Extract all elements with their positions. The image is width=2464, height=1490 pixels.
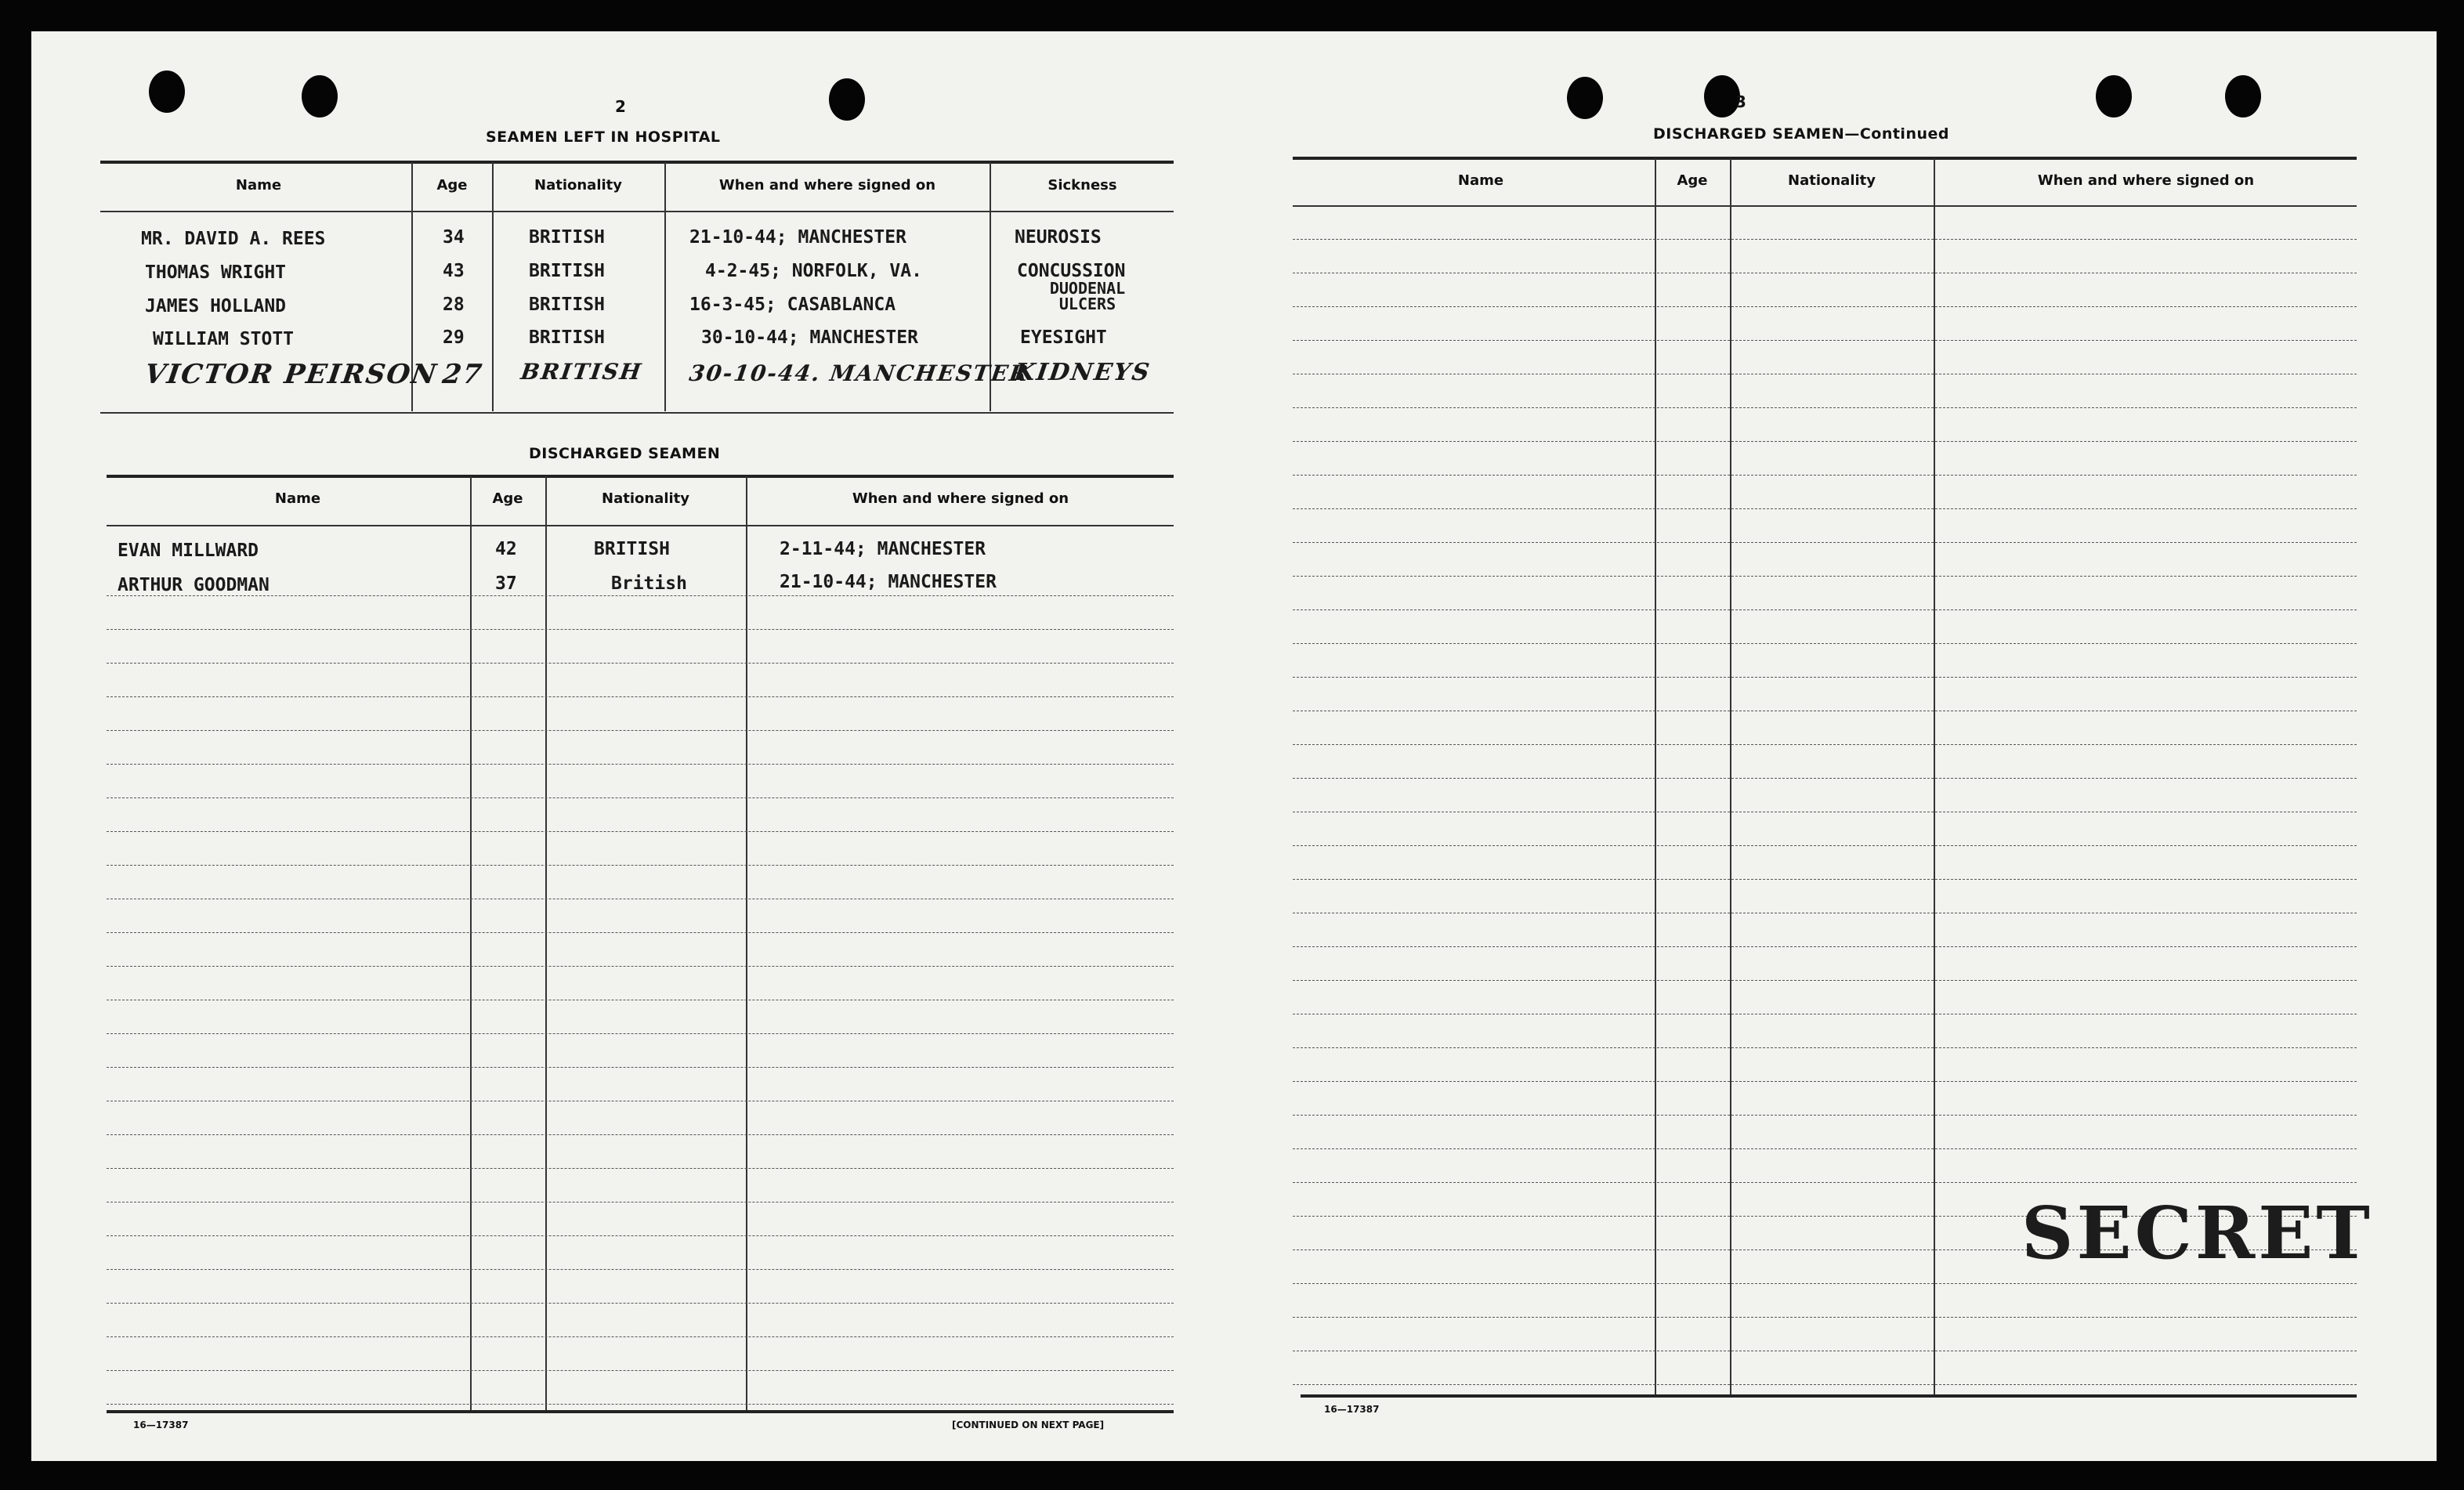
right-section-title: DISCHARGED SEAMEN—Continued (1653, 125, 1949, 143)
ruled-line (1293, 980, 2357, 981)
discharged-header-signed-on: When and where signed on (852, 490, 1069, 507)
discharged-row-2-age: 37 (495, 573, 517, 594)
ruled-line (107, 696, 1174, 697)
punch-hole (1567, 77, 1603, 119)
discharged-row-2-nationality: British (611, 573, 687, 594)
ruled-line (1293, 609, 2357, 610)
discharged-col-divider (746, 476, 747, 1410)
hospital-col-divider (664, 162, 666, 411)
hospital-row-5-sickness: KIDNEYS (1012, 359, 1152, 386)
ruled-line (1293, 306, 2357, 307)
right-header-nationality: Nationality (1788, 172, 1876, 189)
hospital-row-4-age: 29 (443, 327, 465, 348)
hospital-row-3-nationality: BRITISH (529, 295, 605, 315)
hospital-row-1-nationality: BRITISH (529, 227, 605, 248)
ruled-line (107, 629, 1174, 630)
right-header-signed-on: When and where signed on (2037, 172, 2255, 189)
right-col-divider (1934, 158, 1935, 1394)
document-sheet (31, 31, 2437, 1461)
punch-hole (2096, 75, 2132, 118)
ruled-line (107, 831, 1174, 832)
ruled-line (1293, 677, 2357, 678)
right-header-name: Name (1457, 172, 1504, 189)
ruled-line (1293, 879, 2357, 880)
discharged-row-2-name: ARTHUR GOODMAN (118, 575, 270, 595)
ruled-line (1293, 340, 2357, 341)
right-col-divider (1730, 158, 1731, 1394)
hospital-header-rule (100, 211, 1174, 212)
hospital-row-4-name: WILLIAM STOTT (153, 329, 295, 349)
ruled-line (1293, 1384, 2357, 1385)
ruled-line (1293, 1115, 2357, 1116)
hospital-row-2-name: THOMAS WRIGHT (145, 262, 287, 283)
secret-stamp: SECRET (2021, 1191, 2373, 1275)
hospital-row-3-name: JAMES HOLLAND (145, 296, 287, 316)
hospital-row-3-sickness: DUODENAL ULCERS (1049, 279, 1126, 313)
ruled-line (107, 663, 1174, 664)
discharged-header-rule (107, 525, 1174, 526)
left-footer-code: 16—17387 (133, 1419, 189, 1430)
hospital-row-2-signed-on: 4-2-45; NORFOLK, VA. (705, 261, 922, 281)
discharged-col-divider (545, 476, 547, 1410)
discharged-row-1-age: 42 (495, 539, 517, 559)
hospital-row-1-sickness: NEUROSIS (1015, 227, 1102, 248)
ruled-line (107, 1168, 1174, 1169)
hospital-row-1-age: 34 (443, 227, 465, 248)
ruled-line (107, 595, 1174, 596)
ruled-line (1293, 946, 2357, 947)
punch-hole (829, 78, 865, 121)
discharged-row-2-signed-on: 21-10-44; MANCHESTER (780, 572, 997, 592)
ruled-line (107, 1134, 1174, 1135)
hospital-row-1-signed-on: 21-10-44; MANCHESTER (689, 227, 906, 248)
ruled-line (107, 1370, 1174, 1371)
ruled-line (1293, 1182, 2357, 1183)
ruled-line (1293, 441, 2357, 442)
ruled-line (107, 1067, 1174, 1068)
ruled-line (1293, 407, 2357, 408)
hospital-row-5-age: 27 (440, 359, 486, 390)
hospital-header-signed-on: When and where signed on (718, 177, 936, 193)
ruled-line (107, 1404, 1174, 1405)
ruled-line (1293, 1081, 2357, 1082)
ruled-line (1293, 1317, 2357, 1318)
discharged-row-1-name: EVAN MILLWARD (118, 541, 259, 561)
hospital-row-5-name: VICTOR PEIRSON (143, 359, 440, 390)
discharged-header-age: Age (492, 490, 523, 507)
hospital-row-3-age: 28 (443, 295, 465, 315)
ruled-line (1293, 778, 2357, 779)
ruled-line (107, 764, 1174, 765)
ruled-line (1293, 744, 2357, 745)
ruled-line (107, 1033, 1174, 1034)
punch-hole (2225, 75, 2261, 118)
hospital-row-4-signed-on: 30-10-44; MANCHESTER (701, 327, 918, 348)
ruled-line (1293, 845, 2357, 846)
hospital-row-4-nationality: BRITISH (529, 327, 605, 348)
discharged-header-name: Name (274, 490, 321, 507)
hospital-row-5-nationality: BRITISH (519, 359, 644, 385)
hospital-header-name: Name (235, 177, 282, 193)
hospital-row-4-sickness: EYESIGHT (1020, 327, 1107, 348)
discharged-row-1-signed-on: 2-11-44; MANCHESTER (780, 539, 986, 559)
hospital-row-5-signed-on: 30-10-44. MANCHESTER (687, 360, 1032, 386)
hospital-table-bottom-rule (100, 412, 1174, 414)
hospital-row-2-nationality: BRITISH (529, 261, 605, 281)
ruled-line (1293, 542, 2357, 543)
hospital-row-2-sickness: CONCUSSION (1017, 261, 1126, 281)
hospital-section-title: SEAMEN LEFT IN HOSPITAL (486, 128, 721, 146)
ruled-line (1293, 508, 2357, 509)
hospital-row-3-signed-on: 16-3-45; CASABLANCA (689, 295, 896, 315)
hospital-col-divider (492, 162, 494, 411)
right-header-rule (1293, 205, 2357, 207)
hospital-header-nationality: Nationality (534, 177, 622, 193)
right-table-top-rule (1293, 157, 2357, 160)
right-page-number: 3 (1735, 92, 1746, 111)
hospital-row-2-age: 43 (443, 261, 465, 281)
ruled-line (1293, 475, 2357, 476)
hospital-header-sickness: Sickness (1047, 177, 1117, 193)
ruled-line (1293, 643, 2357, 644)
ruled-line (107, 1336, 1174, 1337)
punch-hole (302, 75, 338, 118)
hospital-table-top-rule (100, 161, 1174, 164)
right-col-divider (1655, 158, 1656, 1394)
punch-hole (149, 71, 185, 113)
discharged-col-divider (470, 476, 472, 1410)
ruled-line (1293, 239, 2357, 240)
right-footer-code: 16—17387 (1324, 1404, 1380, 1415)
ruled-line (107, 966, 1174, 967)
right-header-age: Age (1677, 172, 1708, 189)
discharged-table-top-rule (107, 475, 1174, 478)
left-page-number: 2 (615, 97, 626, 116)
hospital-row-1-name: MR. DAVID A. REES (141, 229, 326, 249)
ruled-line (107, 1269, 1174, 1270)
ruled-line (1293, 576, 2357, 577)
ruled-line (1293, 1148, 2357, 1149)
ruled-line (1293, 1047, 2357, 1048)
right-table-bottom-rule (1301, 1394, 2357, 1398)
discharged-table-bottom-rule (107, 1410, 1174, 1413)
ruled-line (107, 932, 1174, 933)
discharged-row-1-nationality: BRITISH (594, 539, 670, 559)
ruled-line (107, 1303, 1174, 1304)
ruled-line (107, 730, 1174, 731)
hospital-header-age: Age (436, 177, 468, 193)
ruled-line (107, 1235, 1174, 1236)
discharged-section-title: DISCHARGED SEAMEN (529, 445, 721, 462)
ruled-line (107, 865, 1174, 866)
ruled-line (1293, 1283, 2357, 1284)
ruled-line (107, 797, 1174, 798)
discharged-header-nationality: Nationality (602, 490, 689, 507)
continued-note: [CONTINUED ON NEXT PAGE] (952, 1419, 1105, 1430)
